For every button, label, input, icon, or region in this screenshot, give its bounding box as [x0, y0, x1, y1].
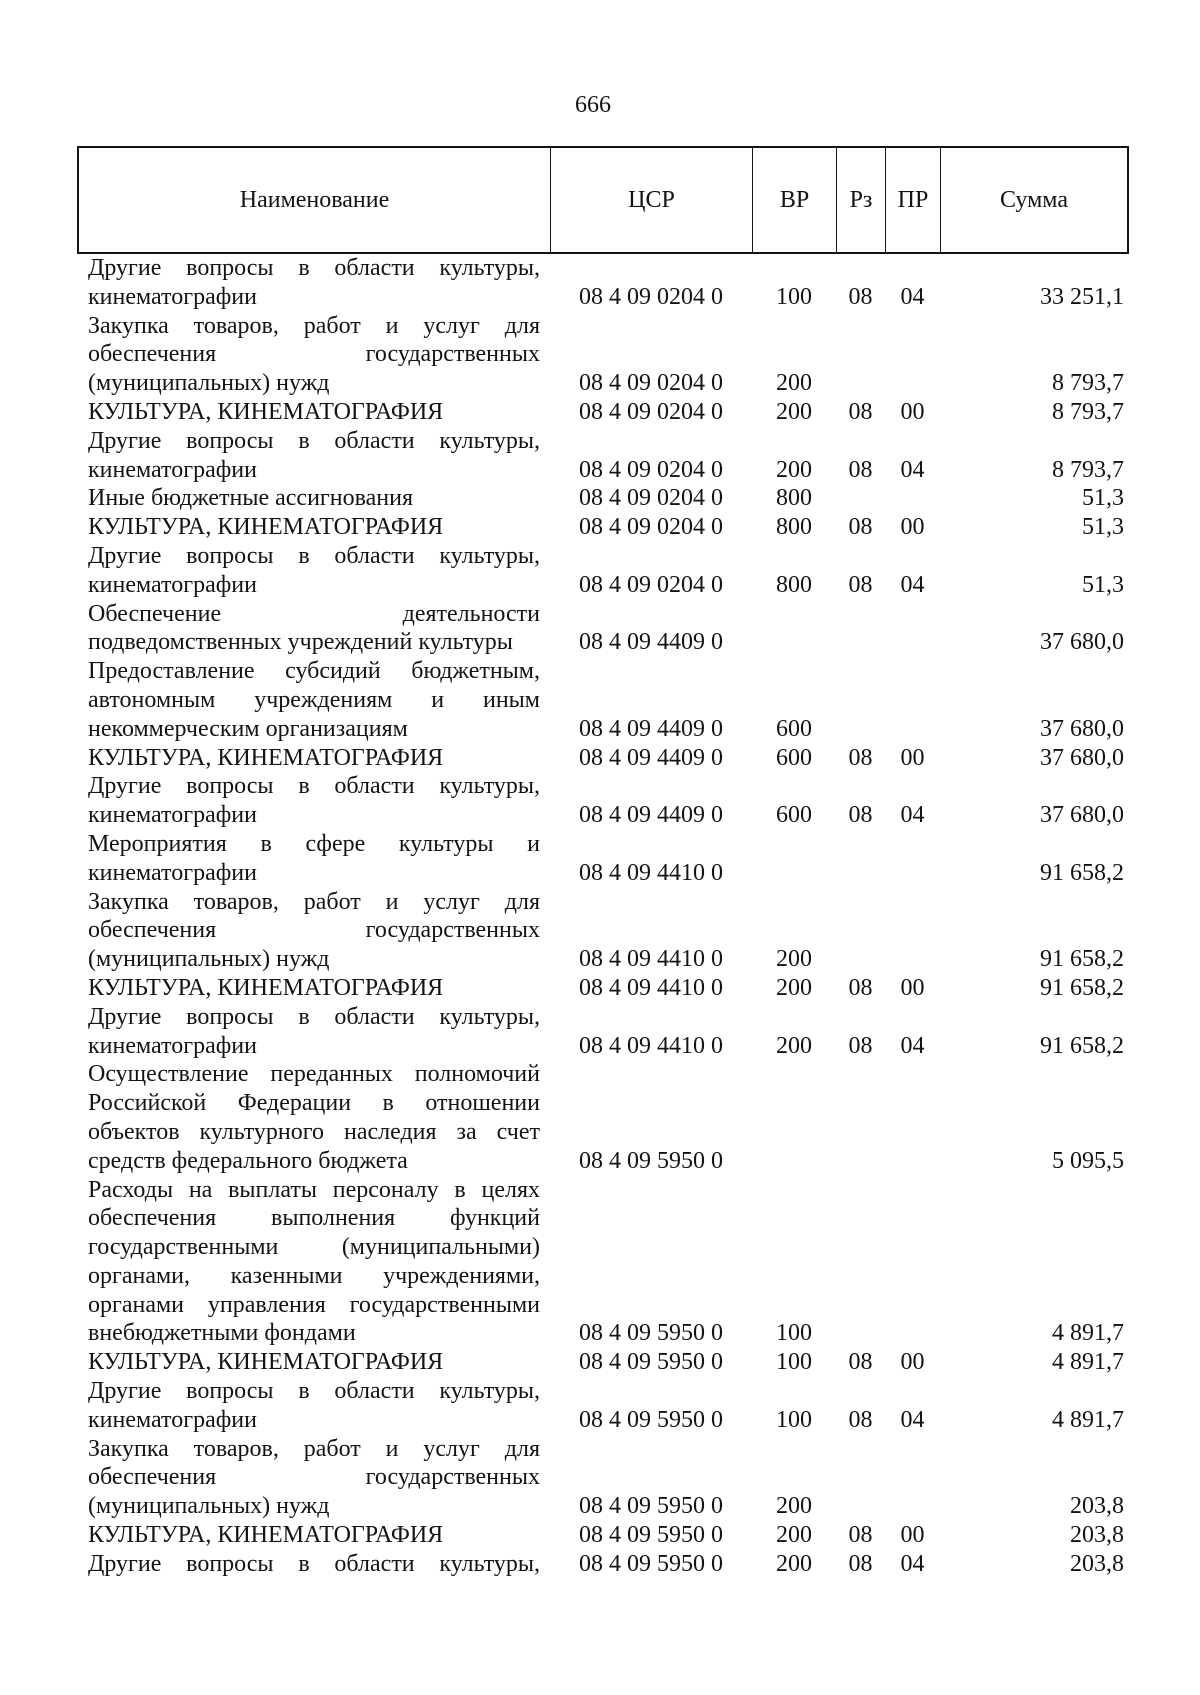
row-name-line: кинематографии — [88, 802, 257, 829]
table-header — [77, 146, 1129, 254]
row-vr: 200 — [776, 370, 812, 397]
row-csr: 08 4 09 4409 0 — [579, 715, 723, 742]
row-rz: 08 — [848, 571, 873, 598]
column-header-vr: ВР — [752, 148, 836, 252]
row-name-line: Другие вопросы в области культуры, — [88, 542, 540, 569]
column-header-rz: Рз — [836, 148, 885, 252]
row-name-line: средств федерального бюджета — [88, 1147, 408, 1174]
row-pr: 04 — [900, 1406, 925, 1433]
row-csr: 08 4 09 0204 0 — [579, 485, 723, 512]
row-rz: 08 — [848, 974, 873, 1001]
row-name-line: кинематографии — [88, 456, 257, 483]
row-csr: 08 4 09 4409 0 — [579, 744, 723, 771]
table-row — [78, 1550, 1128, 1579]
table-row — [78, 542, 1128, 600]
row-name — [78, 1521, 550, 1550]
row-pr: 00 — [900, 1522, 925, 1549]
row-vr: 200 — [776, 1032, 812, 1059]
row-name-line: Обеспечение деятельности — [88, 600, 540, 627]
table-row — [78, 254, 1128, 312]
row-sum: 91 658,2 — [1040, 974, 1124, 1001]
row-name-line: кинематографии — [88, 859, 257, 886]
row-name — [78, 1176, 550, 1349]
row-sum: 4 891,7 — [1052, 1320, 1124, 1347]
row-csr: 08 4 09 5950 0 — [579, 1550, 723, 1577]
row-sum: 203,8 — [1070, 1550, 1124, 1577]
row-name-line: Российской Федерации в отношении — [88, 1090, 540, 1117]
row-csr: 08 4 09 5950 0 — [579, 1349, 723, 1376]
row-csr: 08 4 09 4410 0 — [579, 946, 723, 973]
row-name-line: кинематографии — [88, 283, 257, 310]
row-name — [78, 974, 550, 1003]
row-sum: 91 658,2 — [1040, 1032, 1124, 1059]
row-vr: 200 — [776, 398, 812, 425]
row-vr: 200 — [776, 1493, 812, 1520]
row-rz: 08 — [848, 744, 873, 771]
table-row — [78, 1377, 1128, 1435]
row-sum: 91 658,2 — [1040, 859, 1124, 886]
row-name-line: кинематографии — [88, 1406, 257, 1433]
row-name-line: КУЛЬТУРА, КИНЕМАТОГРАФИЯ — [88, 398, 444, 425]
table-row — [78, 1003, 1128, 1061]
row-name-line: Осуществление переданных полномочий — [88, 1061, 540, 1088]
row-sum: 4 891,7 — [1052, 1406, 1124, 1433]
row-name-line: Закупка товаров, работ и услуг для — [88, 1435, 540, 1462]
row-csr: 08 4 09 4409 0 — [579, 629, 723, 656]
row-name-line: Закупка товаров, работ и услуг для — [88, 312, 540, 339]
row-name-line: КУЛЬТУРА, КИНЕМАТОГРАФИЯ — [88, 1522, 444, 1549]
row-pr: 04 — [900, 283, 925, 310]
row-name — [78, 312, 550, 398]
row-csr: 08 4 09 0204 0 — [579, 398, 723, 425]
row-name-line: объектов культурного наследия за счет — [88, 1118, 540, 1145]
row-name-line: Другие вопросы в области культуры, — [88, 1003, 540, 1030]
row-name — [78, 542, 550, 600]
row-name-line: (муниципальных) нужд — [88, 370, 330, 397]
row-name-line: подведомственных учреждений культуры — [88, 629, 513, 656]
row-vr: 200 — [776, 1522, 812, 1549]
row-name-line: внебюджетными фондами — [88, 1320, 356, 1347]
row-pr: 04 — [900, 571, 925, 598]
row-rz: 08 — [848, 1550, 873, 1577]
row-name-line: (муниципальных) нужд — [88, 1493, 330, 1520]
row-csr: 08 4 09 4410 0 — [579, 1032, 723, 1059]
page-number: 666 — [575, 92, 611, 118]
column-header-csr: ЦСР — [550, 148, 752, 252]
table-row — [78, 772, 1128, 830]
row-csr: 08 4 09 4410 0 — [579, 859, 723, 886]
row-name — [78, 888, 550, 974]
table-row — [78, 974, 1128, 1003]
row-rz: 08 — [848, 514, 873, 541]
table-row — [78, 888, 1128, 974]
row-sum: 37 680,0 — [1040, 802, 1124, 829]
row-csr: 08 4 09 0204 0 — [579, 370, 723, 397]
row-sum: 51,3 — [1082, 514, 1124, 541]
row-sum: 8 793,7 — [1052, 456, 1124, 483]
row-vr: 800 — [776, 571, 812, 598]
row-sum: 51,3 — [1082, 485, 1124, 512]
row-pr: 00 — [900, 1349, 925, 1376]
row-sum: 91 658,2 — [1040, 946, 1124, 973]
row-pr: 00 — [900, 974, 925, 1001]
row-name — [78, 1348, 550, 1377]
row-csr: 08 4 09 0204 0 — [579, 514, 723, 541]
row-name-line: КУЛЬТУРА, КИНЕМАТОГРАФИЯ — [88, 974, 444, 1001]
row-csr: 08 4 09 5950 0 — [579, 1320, 723, 1347]
row-name-line: кинематографии — [88, 571, 257, 598]
row-name-line: Предоставление субсидий бюджетным, — [88, 658, 540, 685]
row-name-line: Закупка товаров, работ и услуг для — [88, 888, 540, 915]
row-name-line: КУЛЬТУРА, КИНЕМАТОГРАФИЯ — [88, 1349, 444, 1376]
row-name — [78, 657, 550, 743]
row-sum: 5 095,5 — [1052, 1147, 1124, 1174]
row-rz: 08 — [848, 456, 873, 483]
row-csr: 08 4 09 5950 0 — [579, 1147, 723, 1174]
row-sum: 203,8 — [1070, 1522, 1124, 1549]
row-name-line: обеспечения государственных — [88, 341, 540, 368]
row-csr: 08 4 09 0204 0 — [579, 456, 723, 483]
row-name — [78, 427, 550, 485]
row-name — [78, 1003, 550, 1061]
table-row — [78, 1521, 1128, 1550]
row-name-line: органами управления государственными — [88, 1291, 540, 1318]
row-csr: 08 4 09 5950 0 — [579, 1522, 723, 1549]
row-name-line: Расходы на выплаты персоналу в целях — [88, 1176, 540, 1203]
row-vr: 100 — [776, 1349, 812, 1376]
row-vr: 600 — [776, 744, 812, 771]
row-csr: 08 4 09 4409 0 — [579, 802, 723, 829]
table-row — [78, 657, 1128, 743]
row-name — [78, 830, 550, 888]
row-csr: 08 4 09 4410 0 — [579, 974, 723, 1001]
table-row — [78, 427, 1128, 485]
row-sum: 37 680,0 — [1040, 629, 1124, 656]
table-row — [78, 600, 1128, 658]
row-name-line: Другие вопросы в области культуры, — [88, 1378, 540, 1405]
row-pr: 04 — [900, 1550, 925, 1577]
row-vr: 100 — [776, 283, 812, 310]
row-pr: 04 — [900, 1032, 925, 1059]
table-row — [78, 1176, 1128, 1349]
row-name-line: (муниципальных) нужд — [88, 946, 330, 973]
table-row — [78, 830, 1128, 888]
row-name-line: Мероприятия в сфере культуры и — [88, 830, 540, 857]
row-name-line: государственными (муниципальными) — [88, 1234, 540, 1261]
row-name — [78, 600, 550, 658]
row-sum: 4 891,7 — [1052, 1349, 1124, 1376]
table-row — [78, 398, 1128, 427]
row-pr: 00 — [900, 514, 925, 541]
row-name-line: некоммерческим организациям — [88, 715, 408, 742]
row-sum: 8 793,7 — [1052, 398, 1124, 425]
row-csr: 08 4 09 0204 0 — [579, 283, 723, 310]
table-row — [78, 484, 1128, 513]
column-header-sum: Сумма — [940, 148, 1127, 252]
row-sum: 37 680,0 — [1040, 744, 1124, 771]
row-vr: 800 — [776, 514, 812, 541]
row-sum: 51,3 — [1082, 571, 1124, 598]
row-sum: 8 793,7 — [1052, 370, 1124, 397]
row-name — [78, 1060, 550, 1175]
row-rz: 08 — [848, 1349, 873, 1376]
row-csr: 08 4 09 5950 0 — [579, 1493, 723, 1520]
table-row — [78, 1435, 1128, 1521]
table-row — [78, 1348, 1128, 1377]
row-name-line: Иные бюджетные ассигнования — [88, 485, 413, 512]
row-name — [78, 484, 550, 513]
column-header-name: Наименование — [239, 187, 390, 213]
row-rz: 08 — [848, 398, 873, 425]
row-name-line: кинематографии — [88, 1032, 257, 1059]
row-rz: 08 — [848, 802, 873, 829]
row-pr: 04 — [900, 456, 925, 483]
table-row — [78, 744, 1128, 773]
row-name-line: КУЛЬТУРА, КИНЕМАТОГРАФИЯ — [88, 514, 444, 541]
table-row — [78, 312, 1128, 398]
row-pr: 04 — [900, 802, 925, 829]
row-rz: 08 — [848, 1032, 873, 1059]
row-name-line: обеспечения государственных — [88, 917, 540, 944]
row-name-line: автономным учреждениям и иным — [88, 686, 540, 713]
column-header-pr: ПР — [885, 148, 940, 252]
row-csr: 08 4 09 5950 0 — [579, 1406, 723, 1433]
row-name — [78, 772, 550, 830]
row-vr: 200 — [776, 456, 812, 483]
row-vr: 200 — [776, 974, 812, 1001]
row-vr: 600 — [776, 715, 812, 742]
row-name-line: обеспечения выполнения функций — [88, 1205, 540, 1232]
row-name-line: Другие вопросы в области культуры, — [88, 255, 540, 281]
row-name — [78, 513, 550, 542]
row-rz: 08 — [848, 1522, 873, 1549]
row-name-line: обеспечения государственных — [88, 1464, 540, 1491]
row-rz: 08 — [848, 283, 873, 310]
row-name-line: органами, казенными учреждениями, — [88, 1262, 540, 1289]
row-vr: 600 — [776, 802, 812, 829]
table-body — [78, 254, 1128, 1579]
row-name — [78, 254, 550, 312]
row-name — [78, 1377, 550, 1435]
table-row — [78, 1060, 1128, 1175]
row-vr: 200 — [776, 946, 812, 973]
row-sum: 33 251,1 — [1040, 283, 1124, 310]
row-name — [78, 1550, 550, 1579]
row-name-line: КУЛЬТУРА, КИНЕМАТОГРАФИЯ — [88, 744, 444, 771]
row-name-line: Другие вопросы в области культуры, — [88, 1550, 540, 1577]
row-vr: 100 — [776, 1406, 812, 1433]
row-name — [78, 398, 550, 427]
row-pr: 00 — [900, 398, 925, 425]
row-vr: 800 — [776, 485, 812, 512]
row-sum: 203,8 — [1070, 1493, 1124, 1520]
row-csr: 08 4 09 0204 0 — [579, 571, 723, 598]
row-name — [78, 744, 550, 773]
table-row — [78, 513, 1128, 542]
row-pr: 00 — [900, 744, 925, 771]
row-vr: 100 — [776, 1320, 812, 1347]
row-sum: 37 680,0 — [1040, 715, 1124, 742]
row-vr: 200 — [776, 1550, 812, 1577]
row-rz: 08 — [848, 1406, 873, 1433]
row-name — [78, 1435, 550, 1521]
row-name-line: Другие вопросы в области культуры, — [88, 773, 540, 800]
row-name-line: Другие вопросы в области культуры, — [88, 427, 540, 454]
